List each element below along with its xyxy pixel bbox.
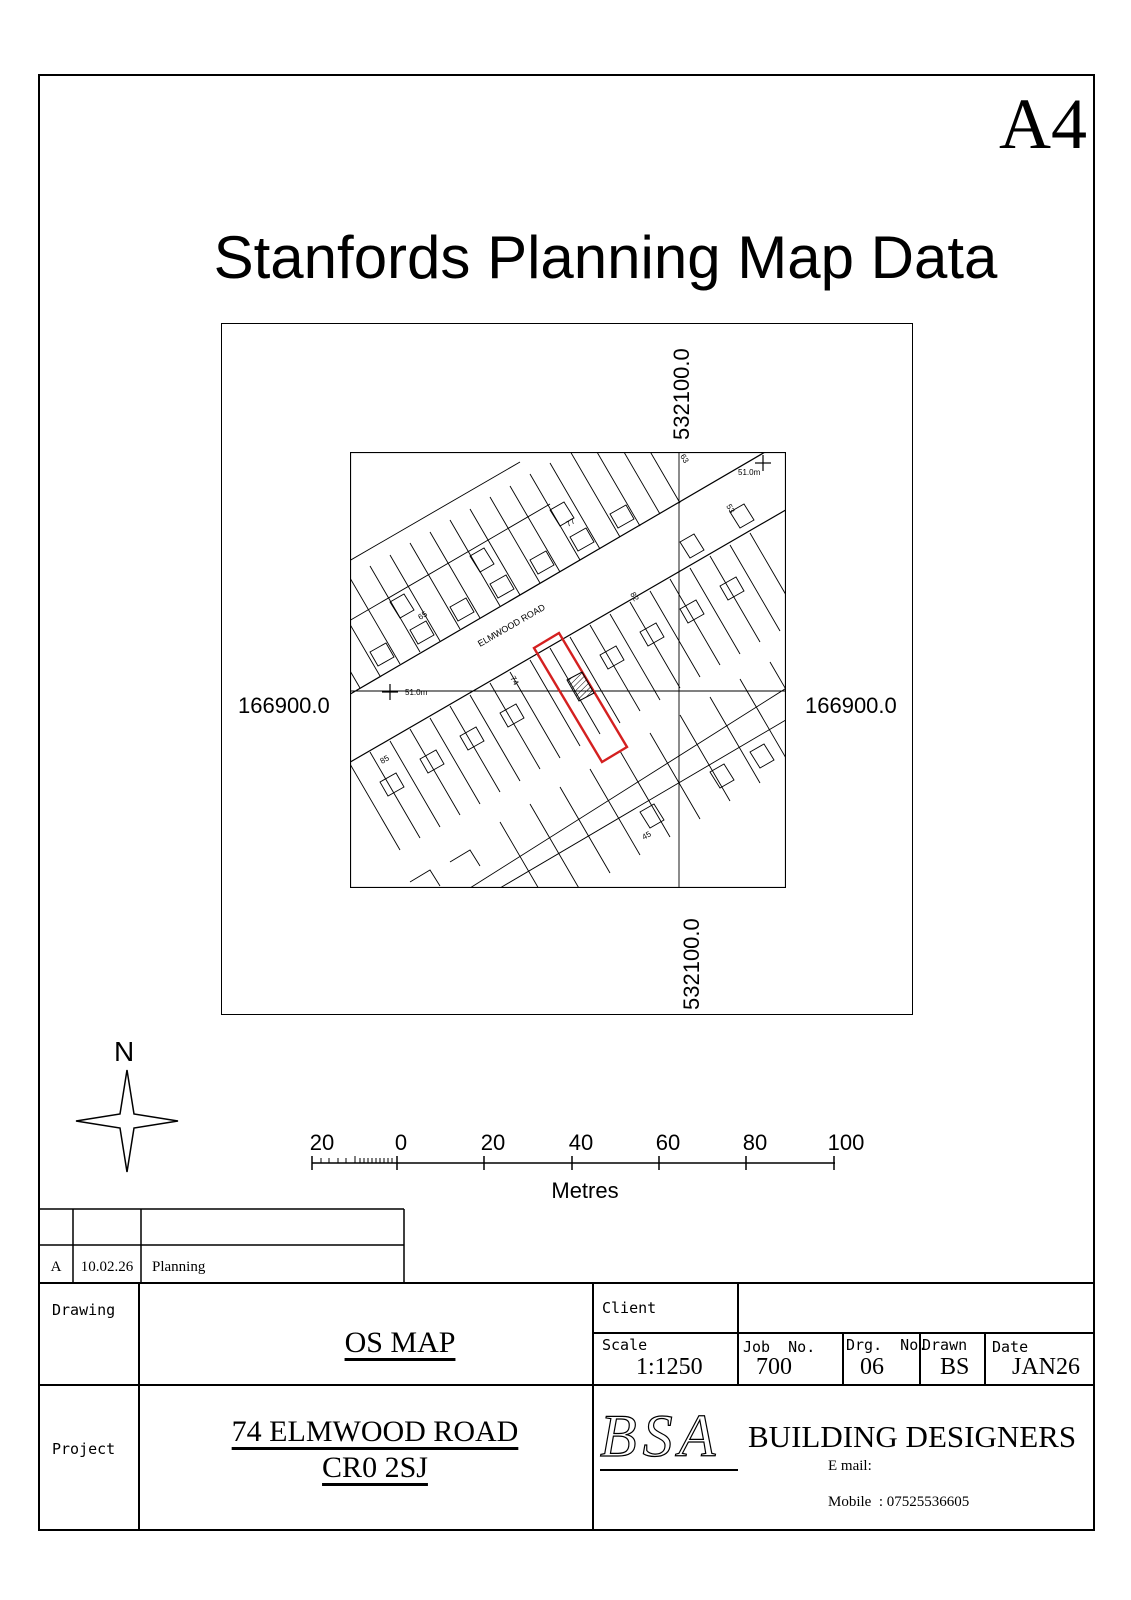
house-number-label: 77 (564, 516, 577, 529)
north-arrow-icon (74, 1068, 180, 1174)
scale-tick-label: 100 (827, 1130, 865, 1155)
spot-height-label: 51.0m (738, 468, 761, 477)
revision-date: 10.02.26 (80, 1259, 134, 1275)
drawn-by-value: BS (940, 1354, 970, 1380)
company-logo: BSA (600, 1403, 722, 1469)
house-number-label: 65 (416, 609, 429, 622)
date-label: Date (992, 1338, 1029, 1356)
house-number-label: 63 (678, 452, 691, 465)
revision-description: Planning (152, 1259, 206, 1275)
northing-label-right: 166900.0 (805, 693, 897, 718)
logo-underline (600, 1469, 738, 1471)
house-number-label: 85 (378, 753, 391, 766)
scale-tick-label: 80 (742, 1130, 768, 1155)
drawing-number-label: Drg. No. (846, 1336, 928, 1354)
title-block-right-divider (592, 1283, 594, 1531)
drawing-title: OS MAP (344, 1326, 456, 1359)
project-postcode: CR0 2SJ (322, 1451, 428, 1484)
scale-tick-label: 0 (394, 1130, 408, 1155)
project-address: 74 ELMWOOD ROAD (231, 1415, 519, 1448)
email-label: E mail: (828, 1458, 872, 1474)
os-map[interactable] (350, 452, 786, 888)
scale-label: Scale (602, 1336, 648, 1354)
house-number-label: 74 (508, 674, 521, 687)
page-title: Stanfords Planning Map Data (213, 224, 998, 291)
date-value: JAN26 (1012, 1354, 1081, 1380)
north-label: N (114, 1036, 135, 1067)
drawn-by-label: Drawn (922, 1336, 968, 1354)
house-number-label: 53 (724, 502, 737, 515)
scale-unit-label: Metres (551, 1178, 619, 1203)
house-number-label: 45 (640, 829, 653, 842)
title-block-label-divider (138, 1283, 140, 1531)
client-divider (737, 1283, 739, 1385)
company-name: BUILDING DESIGNERS (748, 1419, 1077, 1454)
road-name-label: ELMWOOD ROAD (476, 602, 547, 649)
easting-label-top: 532100.0 (669, 348, 694, 440)
job-number-value: 700 (756, 1354, 792, 1380)
house-number-label: 82 (628, 590, 641, 603)
scale-value: 1:1250 (636, 1354, 703, 1380)
mobile-number: Mobile : 07525536605 (828, 1494, 970, 1510)
client-row-rule (593, 1332, 1095, 1334)
drawing-number-value: 06 (860, 1354, 884, 1380)
client-label: Client (602, 1299, 657, 1317)
revision-letter: A (50, 1259, 62, 1275)
easting-label-bottom: 532100.0 (679, 918, 704, 1010)
scale-tick-label: 60 (655, 1130, 681, 1155)
paper-size-label: A4 (999, 84, 1087, 164)
drawing-label: Drawing (52, 1301, 116, 1319)
drawn-date-divider (984, 1333, 986, 1385)
title-block-mid-rule (38, 1384, 1095, 1386)
scale-bar (295, 1126, 875, 1206)
revision-table (38, 1208, 408, 1284)
job-drg-divider (842, 1333, 844, 1385)
scale-tick-label: 20 (309, 1130, 335, 1155)
title-block-top-rule (38, 1282, 1095, 1284)
scale-tick-label: 20 (480, 1130, 506, 1155)
scale-tick-label: 40 (568, 1130, 594, 1155)
northing-label-left: 166900.0 (238, 693, 330, 718)
project-label: Project (52, 1440, 116, 1458)
spot-height-label: 51.0m (405, 688, 428, 697)
map-border (351, 453, 786, 888)
job-number-label: Job No. (743, 1338, 816, 1356)
